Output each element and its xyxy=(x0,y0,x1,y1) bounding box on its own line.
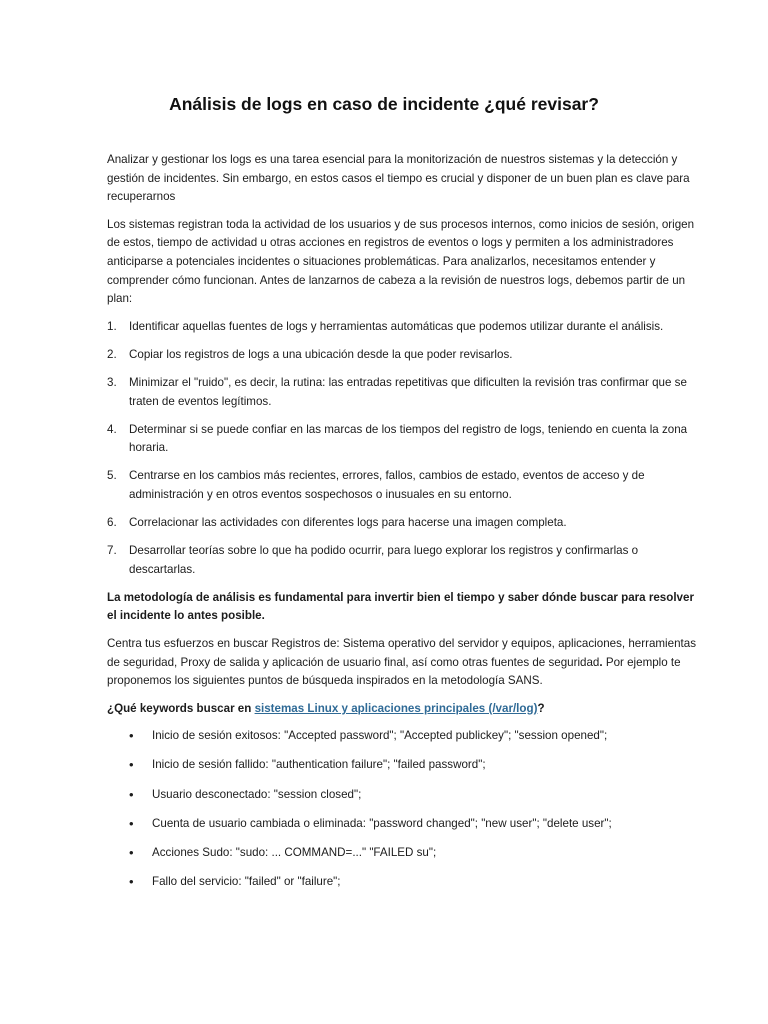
methodology-statement: La metodología de análisis es fundamental para invertir bien el tiempo y saber dónde buscar para resolver el incidente lo antes posible. xyxy=(107,590,694,623)
bullet-icon: • xyxy=(129,873,134,889)
step-text: Determinar si se puede confiar en las marcas de los tiempos del registro de logs, teniendo en cuenta la zona horaria. xyxy=(129,422,688,455)
linux-logs-link[interactable]: sistemas Linux y aplicaciones principales (/var/log) xyxy=(254,701,538,715)
list-item xyxy=(107,756,702,775)
list-item xyxy=(107,542,702,579)
list-item xyxy=(107,374,702,411)
plan-steps-list xyxy=(107,318,702,580)
bullet-icon: • xyxy=(129,844,134,860)
step-number: 1. xyxy=(107,319,117,333)
step-number: 4. xyxy=(107,422,117,436)
list-item xyxy=(107,844,702,863)
list-item xyxy=(107,318,702,337)
list-item xyxy=(107,514,702,533)
list-item xyxy=(107,727,702,746)
keywords-question xyxy=(107,700,702,719)
page-title: Análisis de logs en caso de incidente ¿qué revisar? xyxy=(169,94,599,114)
intro-paragraph: Analizar y gestionar los logs es una tarea esencial para la monitorización de nuestros sistemas y la detección y gestión de incidentes. Sin embargo, en estos casos el tiempo es crucial y disponer de un buen plan es clave para recuperarnos xyxy=(107,153,690,204)
logs-paragraph: Los sistemas registran toda la actividad de los usuarios y de sus procesos internos, como inicios de sesión, origen de estos, tiempo de actividad u otras acciones en registros de eventos o logs y permiten a los administradores anticiparse a potenciales incidentes o situaciones problemáticas. Para analizarlos, necesitamos entender y comprender cómo funcionan. Antes de lanzarnos de cabeza a la revisión de nuestros logs, debemos partir de un plan: xyxy=(107,217,695,306)
step-text: Desarrollar teorías sobre lo que ha podido ocurrir, para luego explorar los registros y confirmarlas o descartarlas. xyxy=(129,544,639,576)
focus-text-continued: Por ejemplo te proponemos los siguientes puntos de búsqueda inspirados en la metodología SANS. xyxy=(107,655,681,688)
list-item xyxy=(107,421,702,458)
bullet-icon: • xyxy=(129,815,134,831)
step-number: 7. xyxy=(107,544,117,558)
keyword-text: Fallo del servicio: "failed" or "failure"; xyxy=(152,874,341,888)
document-body xyxy=(107,151,702,902)
keywords-list xyxy=(107,727,702,891)
step-number: 5. xyxy=(107,469,117,483)
step-number: 3. xyxy=(107,375,117,389)
focus-paragraph xyxy=(107,635,702,691)
bullet-icon: • xyxy=(129,728,134,744)
keyword-text: Inicio de sesión exitosos: "Accepted password"; "Accepted publickey"; "session opened"; xyxy=(152,729,608,743)
focus-period: . xyxy=(599,655,603,669)
keyword-text: Cuenta de usuario cambiada o eliminada: "password changed"; "new user"; "delete user"; xyxy=(152,816,612,830)
bullet-icon: • xyxy=(129,757,134,773)
step-text: Correlacionar las actividades con diferentes logs para hacerse una imagen completa. xyxy=(129,516,567,529)
list-item xyxy=(107,815,702,834)
list-item xyxy=(107,467,702,504)
list-item xyxy=(107,346,702,365)
step-text: Identificar aquellas fuentes de logs y herramientas automáticas que podemos utilizar durante el análisis. xyxy=(129,319,664,333)
step-number: 6. xyxy=(107,516,117,529)
bullet-icon: • xyxy=(129,786,134,802)
keyword-text: Usuario desconectado: "session closed"; xyxy=(152,787,362,801)
keyword-text: Acciones Sudo: "sudo: ... COMMAND=..." "FAILED su"; xyxy=(152,845,437,859)
step-text: Copiar los registros de logs a una ubicación desde la que poder revisarlos. xyxy=(129,347,513,361)
list-item xyxy=(107,873,702,892)
focus-text: Centra tus esfuerzos en buscar Registros de: Sistema operativo del servidor y equipos, aplicaciones, herramientas de seguridad, Proxy de salida y aplicación de usuario final, así como otras fuentes de seguridad xyxy=(107,636,696,669)
step-text: Minimizar el "ruido", es decir, la rutina: las entradas repetitivas que dificulten la revisión tras confirmar que se traten de eventos legítimos. xyxy=(129,375,687,408)
list-item xyxy=(107,786,702,805)
keywords-question-suffix: ? xyxy=(537,701,545,715)
step-text: Centrarse en los cambios más recientes, errores, fallos, cambios de estado, eventos de acceso y de administración y en otros eventos sospechosos o inusuales en su entorno. xyxy=(129,469,645,501)
keywords-question-prefix: ¿Qué keywords buscar en xyxy=(107,701,255,715)
keyword-text: Inicio de sesión fallido: "authentication failure"; "failed password"; xyxy=(152,758,486,772)
step-number: 2. xyxy=(107,347,117,361)
